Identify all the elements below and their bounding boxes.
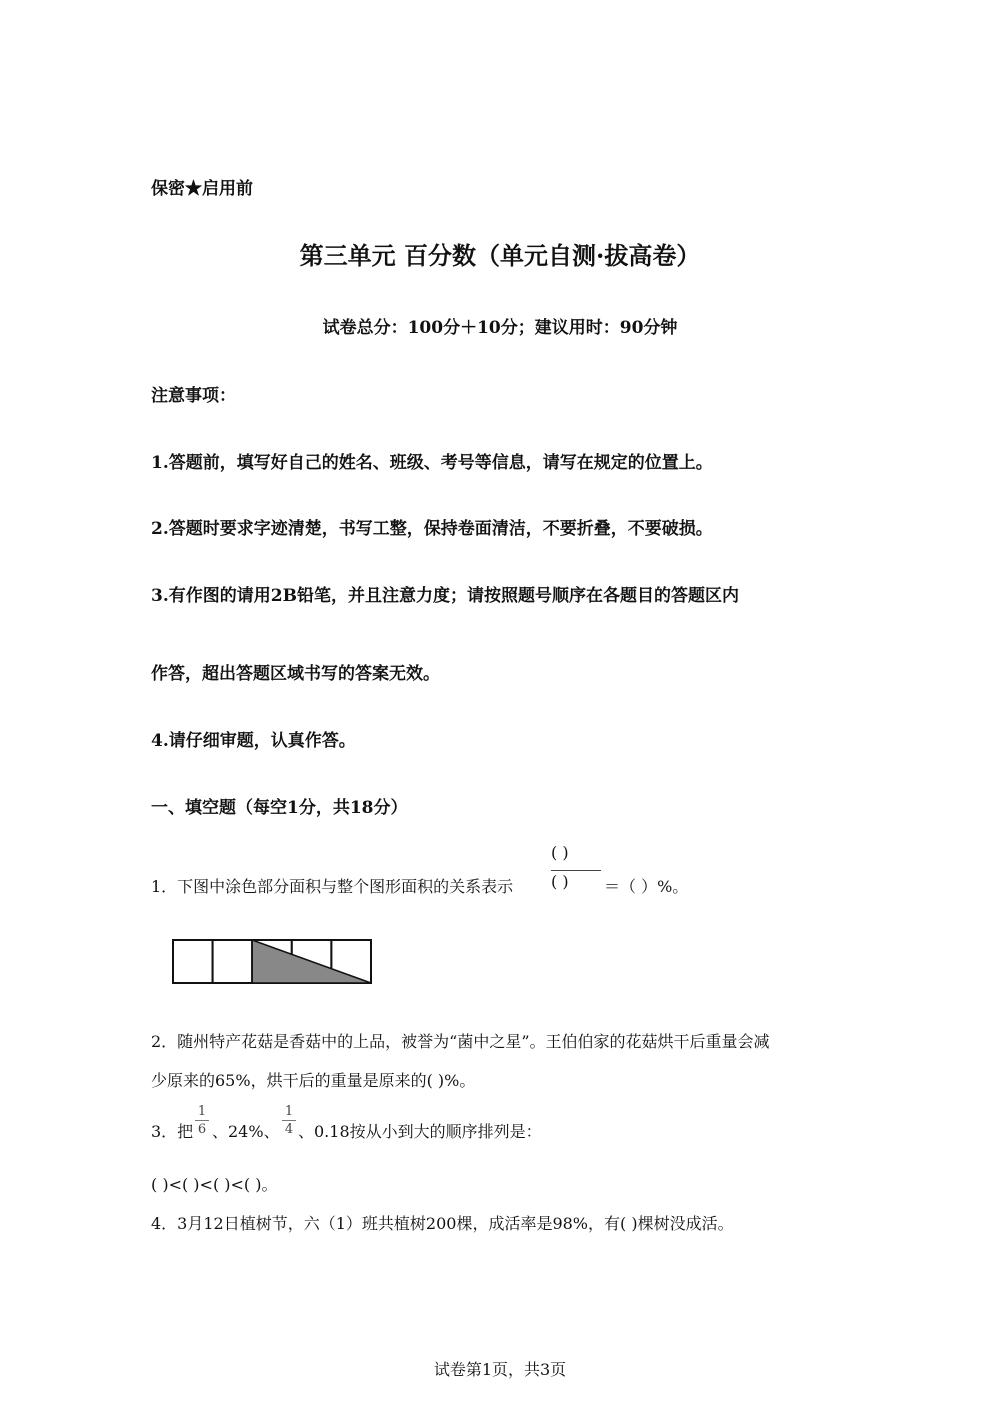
note-item: 4.请仔细审题，认真作答。 <box>151 731 356 751</box>
fraction-numerator: ( ) <box>551 843 569 862</box>
question-3-mid: 、24%、 <box>212 1122 280 1141</box>
fraction-one-fourth <box>282 1104 296 1137</box>
page-footer: 试卷第1页，共3页 <box>433 1360 567 1379</box>
fraction-numerator: 1 <box>284 1104 294 1119</box>
question-3-suffix: 、0.18按从小到大的顺序排列是： <box>298 1122 542 1141</box>
page-subtitle: 试卷总分：100分＋10分；建议用时：90分钟 <box>322 318 678 338</box>
fraction-denominator: 6 <box>197 1122 207 1137</box>
note-item: 2.答题时要求字迹清楚，书写工整，保持卷面清洁，不要折叠，不要破损。 <box>151 519 713 539</box>
question-3-prefix: 3．把 <box>151 1122 194 1141</box>
question-1-after: ＝（ ）%。 <box>604 877 689 896</box>
question-1-text: 1．下图中涂色部分面积与整个图形面积的关系表示 <box>151 877 514 896</box>
confidential-label: 保密★启用前 <box>151 179 253 199</box>
fraction-bar <box>551 870 601 871</box>
question-1-figure <box>170 938 374 986</box>
question-2-line: 2．随州特产花菇是香菇中的上品，被誉为“菌中之星”。王伯伯家的花菇烘干后重量会减 <box>151 1032 770 1051</box>
fraction-denominator: ( ) <box>551 872 569 891</box>
page-title: 第三单元 百分数（单元自测·拔高卷） <box>299 241 701 270</box>
figure-cell <box>213 940 253 983</box>
section-heading: 一、填空题（每空1分，共18分） <box>151 798 408 818</box>
note-item: 1.答题前，填写好自己的姓名、班级、考号等信息，请写在规定的位置上。 <box>151 453 713 473</box>
notes-heading: 注意事项： <box>151 386 236 406</box>
fraction-one-sixth <box>195 1104 209 1137</box>
question-4-text: 4．3月12日植树节，六（1）班共植树200棵，成活率是98%，有( )棵树没成活。 <box>151 1214 734 1233</box>
fraction-numerator: 1 <box>197 1104 207 1119</box>
fraction-bar <box>282 1120 296 1121</box>
question-2-line: 少原来的65%，烘干后的重量是原来的( )%。 <box>151 1071 476 1090</box>
question-1-fraction <box>551 843 601 895</box>
question-3-answer-line: ( )<( )<( )<( )。 <box>151 1175 278 1194</box>
fraction-bar <box>195 1120 209 1121</box>
figure-cell <box>173 940 213 983</box>
note-item: 3.有作图的请用2B铅笔，并且注意力度；请按照题号顺序在各题目的答题区内 <box>151 586 739 606</box>
fraction-denominator: 4 <box>284 1122 294 1137</box>
note-item: 作答，超出答题区域书写的答案无效。 <box>151 664 440 684</box>
